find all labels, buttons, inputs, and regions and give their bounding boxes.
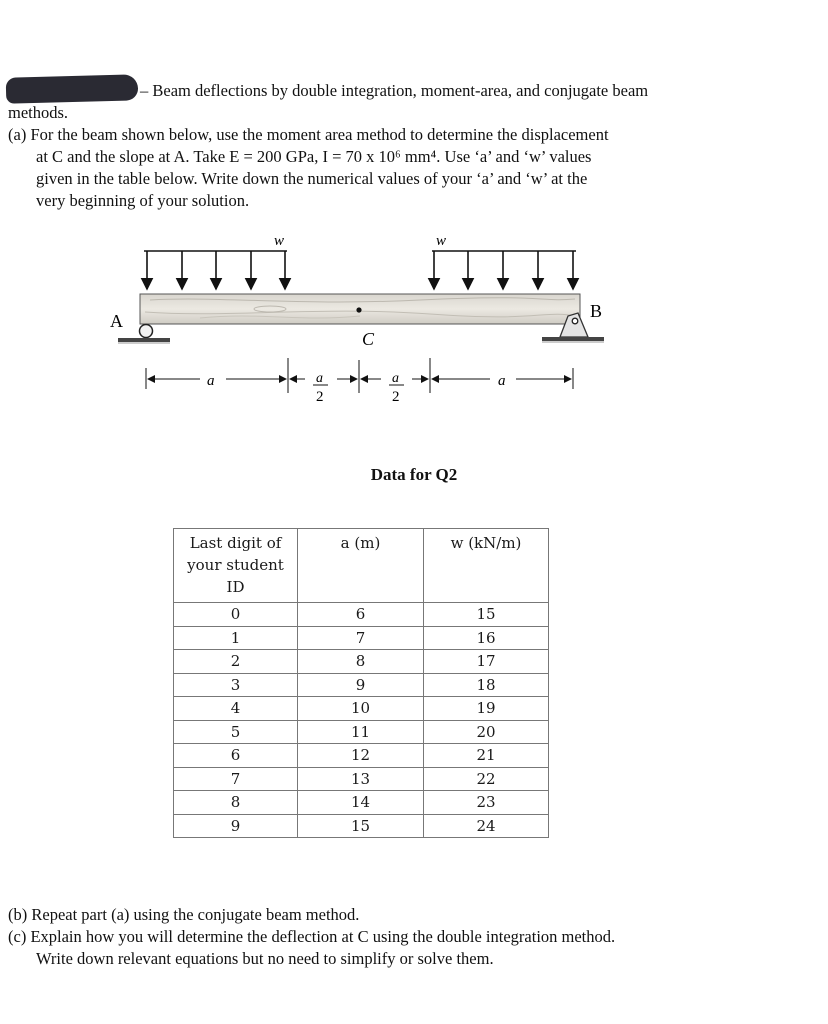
dim-label-right: a <box>498 373 506 389</box>
header-w: w (kN/m) <box>424 529 549 603</box>
table-row: 6 12 21 <box>174 744 549 768</box>
question-title-continued: methods. <box>8 103 69 122</box>
table-row: 7 13 22 <box>174 767 549 791</box>
question-title: – Beam deflections by double integration, moment-area, and conjugate beam <box>140 81 649 100</box>
distributed-load-right <box>432 251 576 289</box>
table-row: 1 7 16 <box>174 626 549 650</box>
point-label-c: C <box>362 329 375 349</box>
dim-label-left: a <box>207 373 215 389</box>
support-label-a: A <box>110 311 123 331</box>
part-a-line-4: very beginning of your solution. <box>36 191 250 210</box>
part-a-line-3: given in the table below. Write down the numerical values of your ‘a’ and ‘w’ at the <box>36 169 588 188</box>
table-row: 5 11 20 <box>174 720 549 744</box>
table-row: 8 14 23 <box>174 791 549 815</box>
table-row: 9 15 24 <box>174 814 549 838</box>
header-student-id: Last digit of your student ID <box>174 529 298 603</box>
table-caption: Data for Q2 <box>370 465 458 484</box>
table-row: 0 6 15 <box>174 603 549 627</box>
load-label-right: w <box>436 233 447 249</box>
support-a-roller <box>118 325 170 344</box>
table-header-row <box>174 529 549 603</box>
beam-diagram <box>0 220 828 420</box>
table-row: 3 9 18 <box>174 673 549 697</box>
dim-label-mid-right-num: a <box>392 371 399 386</box>
point-c-marker <box>356 307 361 312</box>
data-table <box>173 528 549 838</box>
part-c-line-2: Write down relevant equations but no need to simplify or solve them. <box>36 949 494 968</box>
table-row: 4 10 19 <box>174 697 549 721</box>
part-a-line-1: (a) For the beam shown below, use the moment area method to determine the displacement <box>8 125 609 144</box>
load-label-left: w <box>274 233 285 249</box>
part-c-line-1: (c) Explain how you will determine the deflection at C using the double integration method. <box>8 927 616 946</box>
part-b: (b) Repeat part (a) using the conjugate beam method. <box>8 905 360 924</box>
dim-label-mid-left-num: a <box>316 371 323 386</box>
support-label-b: B <box>590 301 603 321</box>
timber-beam <box>140 294 580 324</box>
distributed-load-left <box>144 251 287 289</box>
header-a: a (m) <box>298 529 424 603</box>
table-row: 2 8 17 <box>174 650 549 674</box>
redacted-question-label <box>6 74 139 103</box>
dim-label-mid-left-den: 2 <box>316 389 324 405</box>
part-a-line-2: at C and the slope at A. Take E = 200 GPa, I = 70 x 10⁶ mm⁴. Use ‘a’ and ‘w’ values <box>36 147 592 166</box>
dim-label-mid-right-den: 2 <box>392 389 400 405</box>
